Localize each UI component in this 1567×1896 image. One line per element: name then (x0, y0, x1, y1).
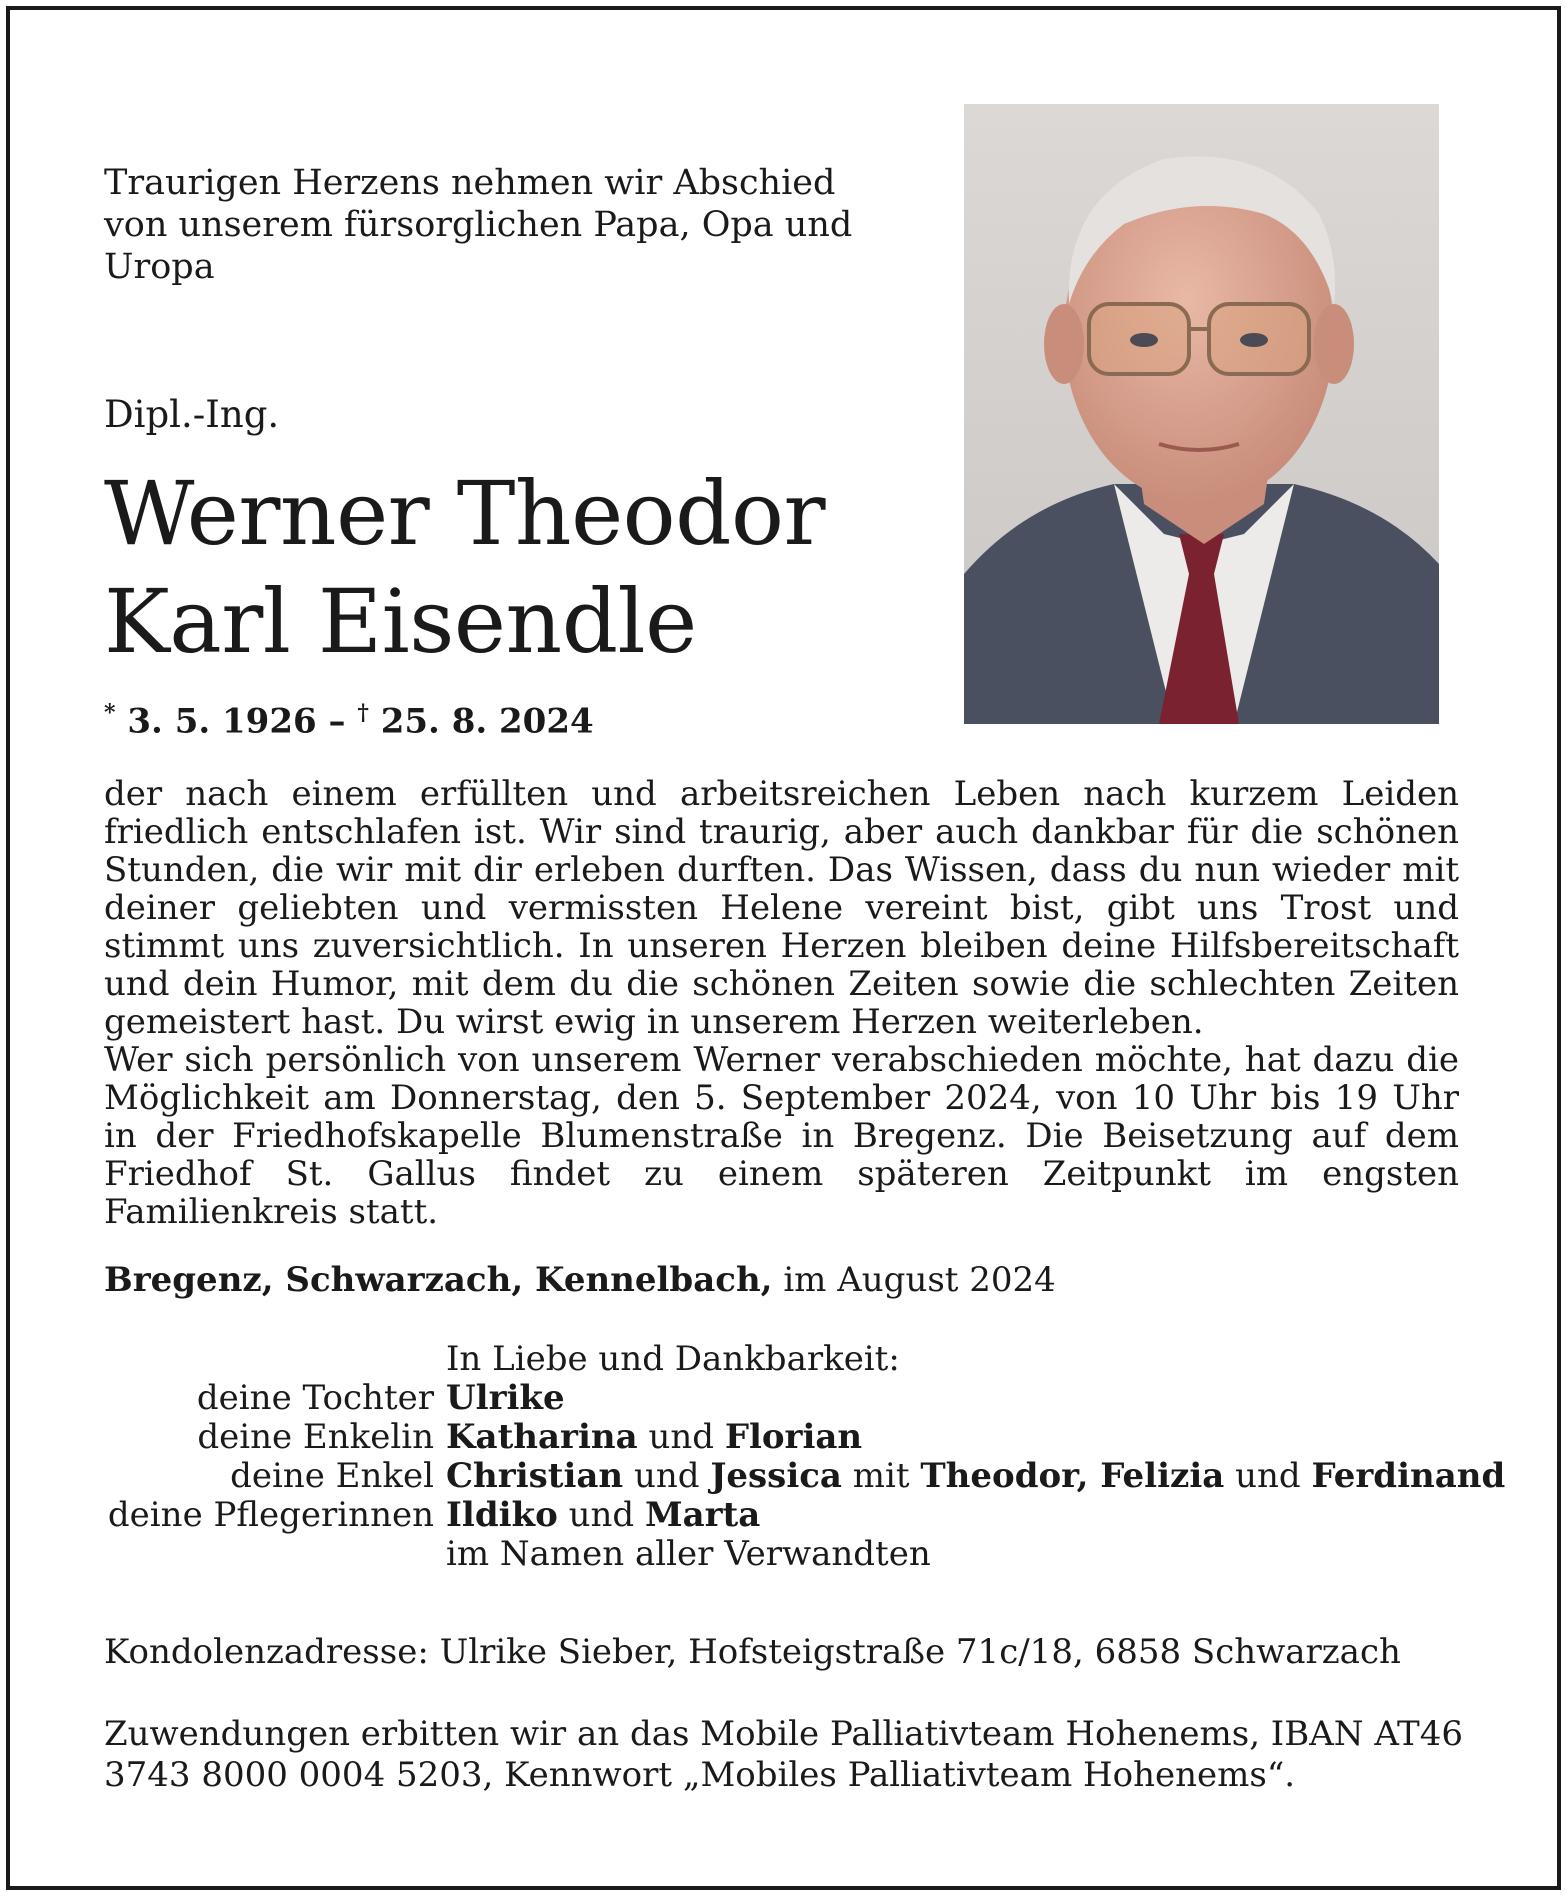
donation-note (104, 1714, 1464, 1796)
daughter-name: Ulrike (446, 1378, 565, 1418)
intro-line: Traurigen Herzens nehmen wir Abschied (104, 163, 836, 203)
grandchild-name: Christian (446, 1456, 624, 1496)
caregivers-label: deine Pflegerinnen (107, 1495, 434, 1535)
family-list (104, 1340, 1505, 1574)
towns: Bregenz, Schwarzach, Kennelbach, (104, 1260, 773, 1300)
family-heading: In Liebe und Dankbarkeit: (446, 1339, 900, 1379)
obituary-body (104, 775, 1459, 1231)
conjunction: und (568, 1495, 635, 1535)
great-grandchild-name: Ferdinand (1311, 1456, 1506, 1496)
notice-date: im August 2024 (783, 1260, 1056, 1300)
life-dates (104, 700, 594, 741)
place-and-date (104, 1260, 1056, 1300)
intro-text (104, 162, 874, 288)
deceased-name (104, 460, 825, 676)
name-line-2: Karl Eisendle (104, 570, 697, 673)
condolence-address: Kondolenzadresse: Ulrike Sieber, Hofsteigstraße 71c/18, 6858 Schwarzach (104, 1632, 1401, 1672)
donation-line: 3743 8000 0004 5203, Kennwort „Mobiles Palliativteam Hohenems“. (104, 1755, 1296, 1795)
grandchild-name: Katharina (446, 1417, 638, 1457)
death-date: 25. 8. 2024 (380, 701, 594, 742)
granddaughter-label: deine Enkelin (197, 1417, 434, 1457)
name-line-1: Werner Theodor (104, 462, 826, 565)
partner-name: Jessica (710, 1456, 842, 1496)
body-paragraph: Wer sich persönlich von unserem Werner verabschieden möchte, hat dazu die Möglichkeit am Donnerstag, den 5. September 2024, von 10 Uhr bis 19 Uhr in der Friedhofskapelle Blumenstraße in Bregenz. Die Beisetzung auf dem Friedhof St. Gallus findet zu einem späteren Zeitpunkt im engsten Familienkreis statt. (104, 1040, 1459, 1232)
intro-line: von unserem fürsorglichen Papa, Opa und (104, 205, 853, 245)
date-separator: – (328, 701, 346, 742)
birth-symbol: * (104, 700, 116, 726)
conjunction: und (648, 1417, 714, 1457)
conjunction: mit (852, 1456, 910, 1496)
conjunction: und (633, 1456, 700, 1496)
caregiver-name: Marta (644, 1495, 761, 1535)
caregiver-name: Ildiko (446, 1495, 558, 1535)
daughter-label: deine Tochter (196, 1378, 434, 1418)
family-closing: im Namen aller Verwandten (446, 1534, 931, 1574)
conjunction: und (1235, 1456, 1301, 1496)
death-symbol: † (357, 700, 369, 726)
academic-title: Dipl.-Ing. (104, 393, 280, 436)
grandchild-name: Florian (724, 1417, 863, 1457)
great-grandchildren-names: Theodor, Felizia (920, 1456, 1225, 1496)
birth-date: 3. 5. 1926 (127, 701, 317, 742)
body-paragraph: der nach einem erfüllten und arbeitsreichen Leben nach kurzem Leiden friedlich entschlafen ist. Wir sind traurig, aber auch dankbar für die schönen Stunden, die wir mit dir erleben durften. Das Wissen, dass du nun wieder mit deiner geliebten und vermissten Helene vereint bist, gibt uns Trost und stimmt uns zuversichtlich. In unseren Herzen bleiben deine Hilfsbereitschaft und dein Humor, mit dem du die schönen Zeiten sowie die schlechten Zeiten gemeistert hast. Du wirst ewig in unserem Herzen weiterleben. (104, 774, 1459, 1042)
grandson-label: deine Enkel (230, 1456, 434, 1496)
portrait-photo (964, 104, 1439, 724)
portrait-illustration (964, 104, 1439, 724)
donation-line: Zuwendungen erbitten wir an das Mobile Palliativteam Hohenems, IBAN AT46 (104, 1714, 1463, 1754)
intro-line: Uropa (104, 247, 215, 287)
